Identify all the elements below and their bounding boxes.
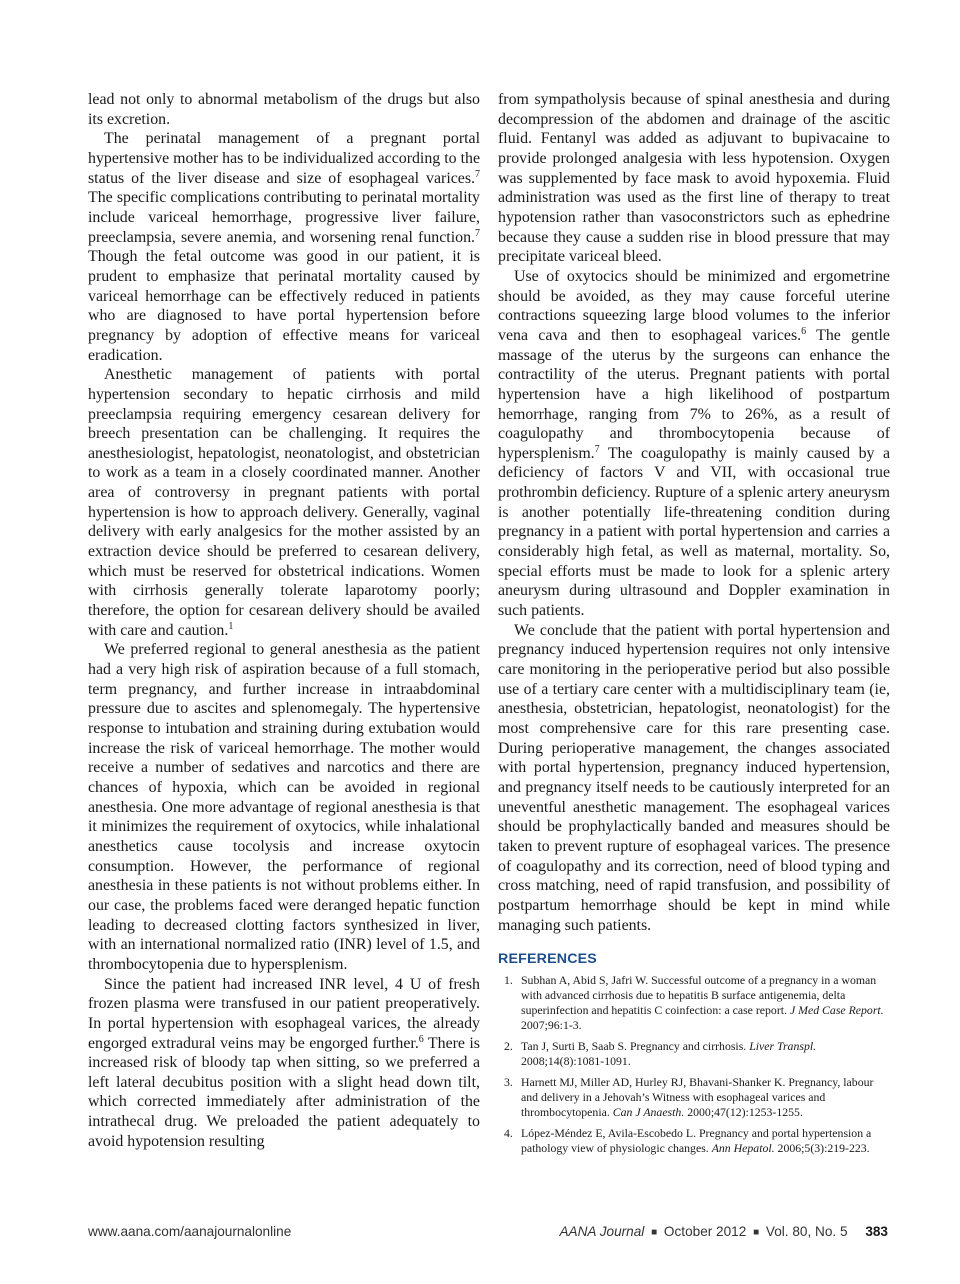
paragraph [498, 267, 890, 621]
reference-text: Subhan A, Abid S, Jafri W. Successful outcome of a pregnancy in a woman with advanced cirrhosis due to hepatitis B surface antigenemia, delta superinfection and hepatitis C coinfection: a case report. [521, 972, 877, 1017]
page-number: 383 [865, 1224, 888, 1239]
reference-journal: Liver Transpl. [749, 1039, 817, 1054]
right-column [498, 90, 890, 1162]
paragraph [88, 129, 480, 365]
citation-ref: 7 [475, 168, 480, 180]
reference-number: 2. [504, 1039, 513, 1054]
reference-citation: 2000;47(12):1253-1255. [684, 1105, 803, 1120]
left-column [88, 90, 480, 1151]
paragraph [88, 640, 480, 974]
reference-journal: J Med Case Report. [789, 1002, 884, 1017]
footer-volume: Vol. 80, No. 5 [765, 1224, 848, 1239]
reference-text: López-Méndez E, Avila-Escobedo L. Pregnancy and portal hypertension a pathology view of physiologic changes. [521, 1126, 872, 1156]
paragraph [88, 365, 480, 640]
paragraph-text: Use of oxytocics should be minimized and ergometrine should be avoided, as they may cause forceful uterine contractions squeezing large blood volumes to the inferior vena cava and then to esophageal varices. [498, 267, 890, 344]
footer-separator: ■ [651, 1227, 658, 1238]
reference-number: 1. [504, 972, 513, 987]
reference-journal: Can J Anaesth. [612, 1105, 685, 1120]
paragraph-text: There is increased risk of bloody tap when sitting, so we preferred a left lateral decubitus position with a slight head down tilt, which corrected immediately after administration of the intrathecal drug. We preloaded the patient adequately to avoid hypotension resulting [88, 1034, 480, 1150]
footer-separator: ■ [753, 1227, 760, 1238]
paragraph-text: The coagulopathy is mainly caused by a deficiency of factors V and VII, with occasional true prothrombin deficiency. Rupture of a splenic artery aneurysm is another potentially life-threatening condition during pregnancy in a patient with portal hypertension and carries a considerably high fetal, as well as maternal, mortality. So, special efforts must be made to look for a splenic artery aneurysm during ultrasound and Doppler examination in such patients. [498, 444, 890, 620]
reference-text: Tan J, Surti B, Saab S. Pregnancy and cirrhosis. [521, 1039, 750, 1054]
paragraph-text: We conclude that the patient with portal hypertension and pregnancy induced hypertension requires not only intensive care monitoring in the perioperative period but also possible use of a tertiary care center with a multidisciplinary team (ie, anesthesia, obstetrician, hepatologist, neonatologist) for the most comprehensive care for this rare presenting case. During perioperative management, the changes associated with portal hypertension, pregnancy induced hypertension, and pregnancy itself needs to be cautiously interpreted for an uneventful anesthetic management. The esophageal varices should be prophylactically banded and measures should be taken to prevent rupture of esophageal varices. The presence of coagulopathy and its correction, need of blood typing and cross matching, need of rapid transfusion, and possibility of postpartum hemorrhage should be kept in mind while managing such patients. [498, 621, 890, 934]
paragraph-text: The specific complications contributing to perinatal mortality include variceal hemorrhage, progressive liver failure, preeclampsia, severe anemia, and worsening renal function. [88, 189, 480, 246]
paragraph [498, 621, 890, 936]
reference-item [498, 1039, 890, 1069]
paragraph [498, 90, 890, 267]
paragraph-text: Though the fetal outcome was good in our patient, it is prudent to emphasize that perinatal mortality caused by variceal hemorrhage can be effectively reduced in patients who are diagnosed to have portal hypertension before pregnancy by adoption of effective means for variceal eradication. [88, 248, 480, 364]
paragraph-text: The perinatal management of a pregnant portal hypertensive mother has to be individualized according to the status of the liver disease and size of esophageal varices. [88, 130, 480, 187]
paragraph-text: lead not only to abnormal metabolism of the drugs but also its excretion. [88, 91, 480, 128]
reference-text: Harnett MJ, Miller AD, Hurley RJ, Bhavani-Shanker K. Pregnancy, labour and delivery in a Jehovah’s Witness with esophageal varices and thrombocytopenia. [521, 1075, 874, 1120]
citation-ref: 6 [418, 1033, 424, 1045]
paragraph [88, 90, 480, 129]
footer-date: October 2012 [663, 1224, 747, 1239]
citation-ref: 6 [801, 325, 807, 337]
references-list [498, 973, 890, 1157]
paragraph-text: Anesthetic management of patients with portal hypertension secondary to hepatic cirrhosis and mild preeclampsia requiring emergency cesarean delivery for breech presentation can be challenging. It requires the anesthesiologist, hepatologist, neonatologist, and obstetrician to work as a team in a closely coordinated manner. Another area of controversy in pregnant patients with portal hypertension is how to approach delivery. Generally, vaginal delivery with early analgesics for the mother assisted by an extraction device should be preferred to cesarean delivery, which must be reserved for obstetrical indications. Women with cirrhosis generally tolerate laparotomy poorly; therefore, the option for cesarean delivery should be availed with care and caution. [88, 366, 480, 639]
reference-number: 4. [504, 1126, 513, 1141]
reference-journal: Ann Hepatol. [711, 1141, 775, 1156]
paragraph-text: from sympatholysis because of spinal anesthesia and during decompression of the abdomen and drainage of the ascitic fluid. Fentanyl was added as adjuvant to bupivacaine to provide prolonged analgesia with less hypotension. Oxygen was supplemented by face mask to avoid hypoxemia. Fluid administration was used as the first line of therapy to treat hypotension rather than vasoconstrictors such as ephedrine because they cause a sudden rise in blood pressure that may precipitate variceal bleed. [498, 91, 890, 266]
reference-citation: 2008;14(8):1081-1091. [521, 1054, 631, 1069]
reference-citation: 2007;96:1-3. [521, 1018, 582, 1033]
citation-ref: 7 [594, 443, 600, 455]
reference-number: 3. [504, 1075, 513, 1090]
citation-ref: 7 [475, 227, 480, 239]
paragraph-text: Since the patient had increased INR level, 4 U of fresh frozen plasma were transfused in our patient preoperatively. In portal hypertension with esophageal varices, the already engorged extradural veins may be engorged further. [88, 975, 480, 1052]
footer-journal: AANA Journal [559, 1224, 645, 1239]
reference-citation: 2006;5(3):219-223. [774, 1141, 870, 1156]
paragraph-text: The gentle massage of the uterus by the surgeons can enhance the contractility of the uterus. Pregnant patients with portal hypertension have a high likelihood of postpartum hemorrhage, ranging from 7% to 26%, as a result of coagulopathy and thrombocytopenia because of hypersplenism. [498, 326, 890, 462]
reference-item [498, 973, 890, 1033]
paragraph-text: We preferred regional to general anesthesia as the patient had a very high risk of aspiration because of a full stomach, term pregnancy, and further increase in intraabdominal pressure due to ascites and splenomegaly. The hypertensive response to intubation and straining during extubation would increase the risk of variceal hemorrhage. The mother would receive a number of sedatives and narcotics and there are chances of hypoxia, which can be avoided in regional anesthesia. One more advantage of regional anesthesia is that it minimizes the requirement of oxytocics, while inhalational anesthetics cause tocolysis and increase oxytocin consumption. However, the performance of regional anesthesia in these patients is not without problems either. In our case, the problems faced were deranged hepatic function leading to decreased clotting factors synthesized in liver, with an international normalized ratio (INR) level of 1.5, and thrombocytopenia due to hypersplenism. [88, 641, 480, 973]
footer-url[interactable]: www.aana.com/aanajournalonline [88, 1224, 292, 1239]
reference-item [498, 1075, 890, 1120]
paragraph [88, 975, 480, 1152]
references-heading: REFERENCES [498, 951, 597, 968]
citation-ref: 1 [228, 620, 234, 632]
footer-citation [559, 1224, 888, 1239]
reference-item [498, 1126, 890, 1156]
